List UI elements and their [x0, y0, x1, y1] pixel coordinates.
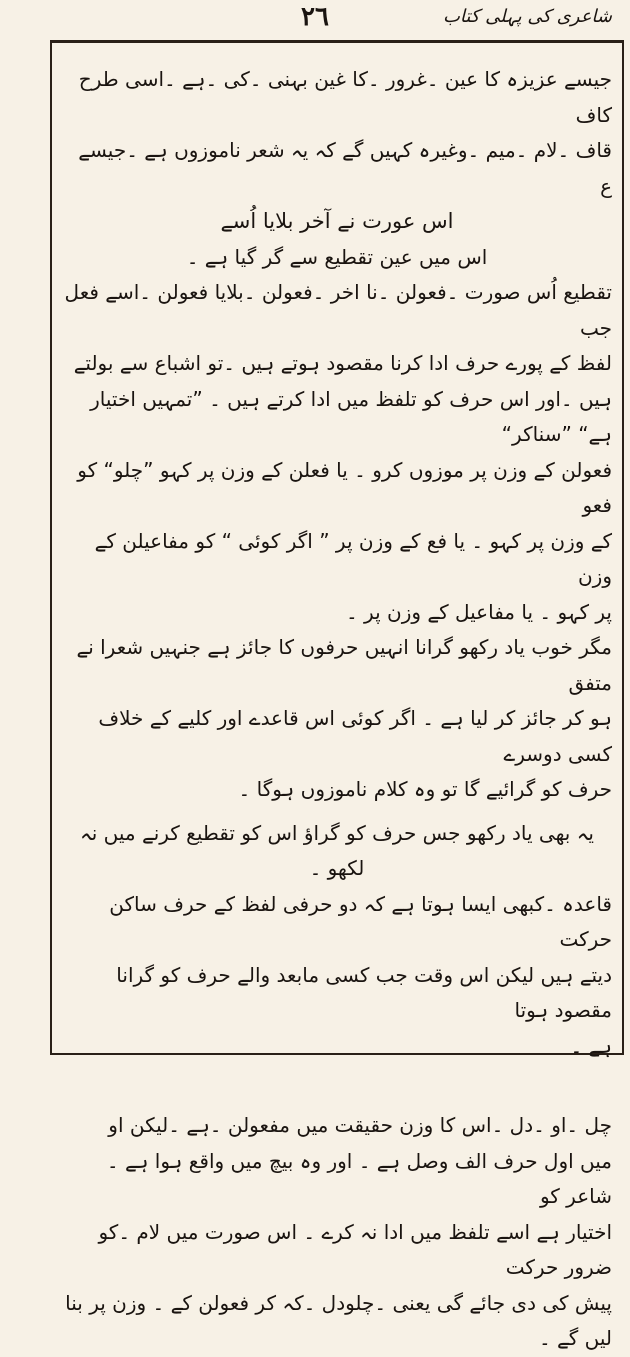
text-line: جیسے عزیزہ کا عین ۔غرور ۔کا غین بہنی ۔کی ۔ہے ۔اسی طرح کاف — [78, 67, 612, 127]
text-line: مگر خوب یاد رکھو گرانا انہیں حرفوں کا جائز ہے جنہیں شعرا نے متفق — [76, 635, 612, 695]
text-line: یہ بھی یاد رکھو جس حرف کو گراؤ اس کو تقطیع کرنے میں نہ لکھو ۔ — [80, 820, 594, 880]
text-line: ہو کر جائز کر لیا ہے ۔ اگر کوئی اس قاعدے اور کلیے کے خلاف کسی دوسرے — [98, 706, 612, 766]
page-number: ٢٦ — [301, 2, 329, 32]
text-line: میں اول حرف الف وصل ہے ۔ اور وہ بیچ میں واقع ہوا ہے ۔شاعر کو — [106, 1148, 612, 1208]
verse-line: اس عورت نے آخر بلایا اُسے — [220, 209, 454, 233]
page-header — [0, 0, 630, 40]
text-line: چل ۔او ۔دل ۔اس کا وزن حقیقت میں مفعولن ۔ہے ۔لیکن او — [108, 1113, 612, 1137]
running-head: شاعری کی پہلی کتاب — [442, 6, 612, 27]
text-line: اس میں عین تقطیع سے گر گیا ہے ۔ — [186, 244, 488, 269]
text-line: لفظ کے پورے حرف ادا کرنا مقصود ہوتے ہیں ۔تو اشباع سے بولتے — [73, 351, 612, 375]
text-line: فعولن کے وزن پر موزوں کرو ۔ یا فعلن کے وزن پر کہو ”چلو“ کو فعو — [77, 457, 612, 517]
text-line: کے وزن پر کہو ۔ یا فع کے وزن پر ” اگر کوئی “ کو مفاعیلن کے وزن — [94, 528, 612, 588]
text-line: قاف ۔لام ۔میم ۔وغیرہ کہیں گے کہ یہ شعر ناموزوں ہے ۔جیسے ع — [78, 138, 612, 198]
text-line: پیش کی دی جائے گی یعنی ۔چلودل ۔کہ کر فعولن کے ۔ وزن پر بنا لیں گے ۔ — [65, 1290, 612, 1350]
text-line: دیتے ہیں لیکن اس وقت جب کسی مابعد والے حرف کو گرانا مقصود ہوتا — [116, 962, 612, 1022]
text-line: ہیں ۔اور اس حرف کو تلفظ میں ادا کرتے ہیں ۔ ”تمہیں اختیار ہے“ ”سناکر“ — [90, 386, 612, 446]
text-line: پر کہو ۔ یا مفاعیل کے وزن پر ۔ — [345, 599, 612, 624]
text-line: قاعدہ ۔کبھی ایسا ہوتا ہے کہ دو حرفی لفظ کے حرف ساکن حرکت — [109, 891, 612, 951]
text-line: اختیار ہے اسے تلفظ میں ادا نہ کرے ۔ اس صورت میں لام ۔کو ضرور حرکت — [98, 1219, 612, 1279]
text-line: تقطیع اُس صورت ۔فعولن ۔نا اخر ۔فعولن ۔بلایا فعولن ۔اسے فعل جب — [64, 280, 612, 340]
text-line: ہے ۔ — [570, 1033, 612, 1058]
text-line: حرف کو گرائیے گا تو وہ کلام ناموزوں ہوگا ۔ — [238, 777, 612, 801]
body-text — [62, 62, 612, 1357]
